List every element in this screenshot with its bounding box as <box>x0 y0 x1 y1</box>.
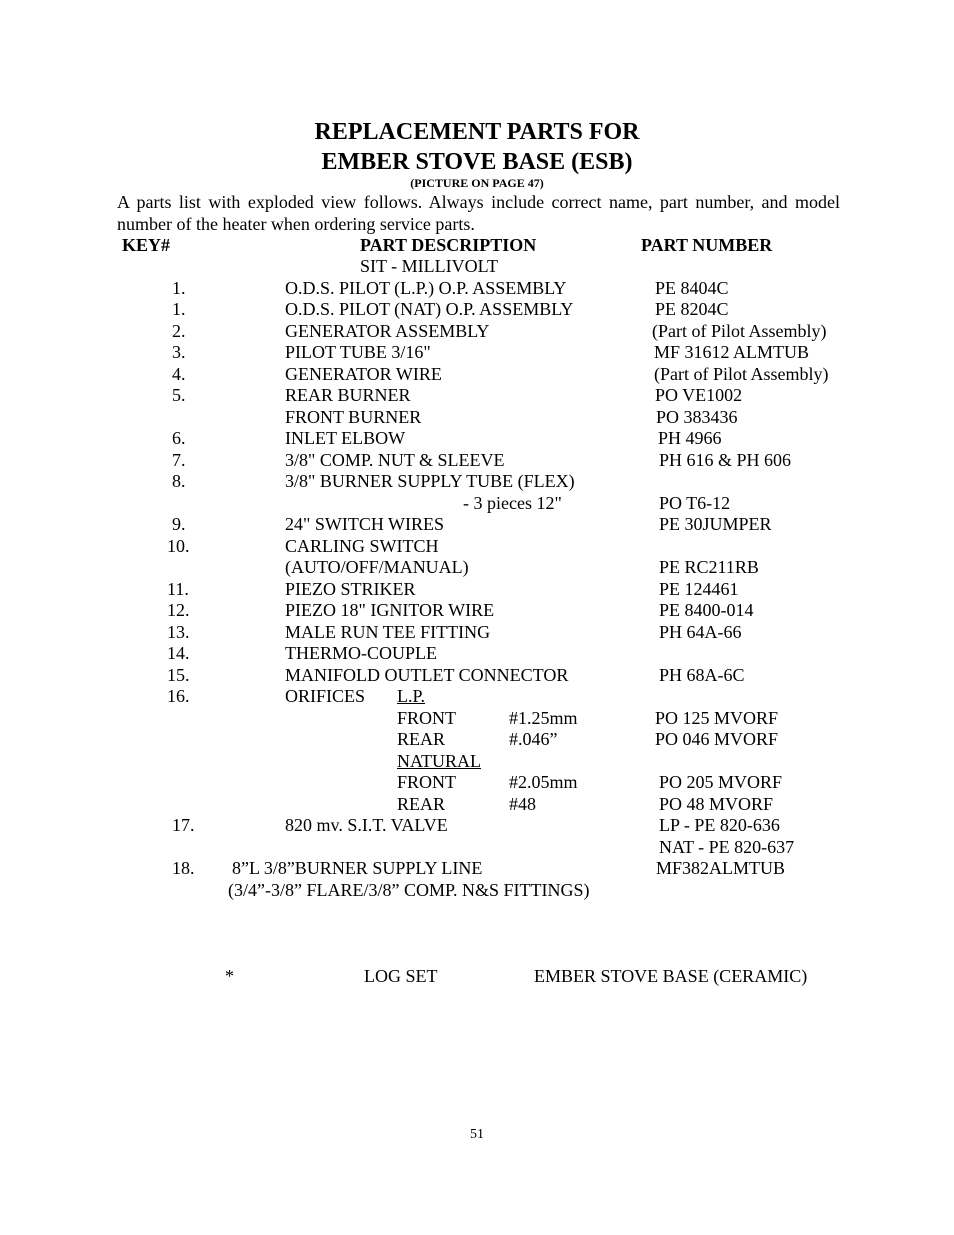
row-part-number: PH 64A-66 <box>659 622 742 642</box>
row-key: 9. <box>172 514 186 534</box>
row-key: 17. <box>172 815 195 835</box>
row-part-number: PO 046 MVORF <box>655 729 779 749</box>
row-key: 18. <box>172 858 195 878</box>
row-key: 12. <box>167 600 190 620</box>
log-set-description: EMBER STOVE BASE (CERAMIC) <box>534 966 808 986</box>
row-key: 16. <box>167 686 190 706</box>
row-part-number: PH 616 & PH 606 <box>659 450 792 470</box>
page-subtitle: (PICTURE ON PAGE 47) <box>410 176 544 190</box>
row-description: PILOT TUBE 3/16" <box>285 342 431 362</box>
orifice-size: #2.05mm <box>509 772 578 792</box>
row-key: 4. <box>172 364 186 384</box>
row-key: 1. <box>172 278 186 298</box>
row-key: 11. <box>167 579 189 599</box>
row-part-number: PE 30JUMPER <box>659 514 772 534</box>
row-part-number: PH 68A-6C <box>659 665 745 685</box>
header-description: PART DESCRIPTION <box>360 235 537 255</box>
row-key: 10. <box>167 536 190 556</box>
row-description: - 3 pieces 12" <box>463 493 562 513</box>
row-part-number: PO T6-12 <box>659 493 731 513</box>
row-part-number: PO VE1002 <box>655 385 743 405</box>
row-key: 2. <box>172 321 186 341</box>
row-part-number: PE 8400-014 <box>659 600 754 620</box>
row-part-number: MF 31612 ALMTUB <box>654 342 810 362</box>
row-part-number: PO 383436 <box>656 407 738 427</box>
row-key: 6. <box>172 428 186 448</box>
row-description: REAR BURNER <box>285 385 411 405</box>
page-title-line1: REPLACEMENT PARTS FOR <box>314 119 640 145</box>
orifice-size: #.046” <box>509 729 558 749</box>
row-part-number: PE 124461 <box>659 579 739 599</box>
row-part-number: PO 48 MVORF <box>659 794 774 814</box>
row-key: 5. <box>172 385 186 405</box>
row-part-number: PE 8204C <box>655 299 729 319</box>
row-description: PIEZO STRIKER <box>285 579 416 599</box>
orifice-natural-heading: NATURAL <box>397 751 481 771</box>
row-description: O.D.S. PILOT (NAT) O.P. ASSEMBLY <box>285 299 574 319</box>
row-part-number: (Part of Pilot Assembly) <box>654 364 829 384</box>
row-part-number: NAT - PE 820-637 <box>659 837 795 857</box>
row-description: 820 mv. S.I.T. VALVE <box>285 815 448 835</box>
row-key: 1. <box>172 299 186 319</box>
row-description: GENERATOR WIRE <box>285 364 442 384</box>
row-part-number: PH 4966 <box>658 428 722 448</box>
row-key: 3. <box>172 342 186 362</box>
section-label: SIT - MILLIVOLT <box>360 256 498 276</box>
row-part-number: PO 205 MVORF <box>659 772 783 792</box>
header-key: KEY# <box>122 235 171 255</box>
row-key: 15. <box>167 665 190 685</box>
row-part-number: LP - PE 820-636 <box>659 815 780 835</box>
row-description: (3/4”-3/8” FLARE/3/8” COMP. N&S FITTINGS) <box>228 880 590 900</box>
row-key: 7. <box>172 450 186 470</box>
row-description: 24" SWITCH WIRES <box>285 514 445 534</box>
orifice-position: FRONT <box>397 772 457 792</box>
orifice-position: REAR <box>397 729 446 749</box>
row-description: INLET ELBOW <box>285 428 406 448</box>
orifice-position: FRONT <box>397 708 457 728</box>
log-set-item: LOG SET <box>364 966 438 986</box>
row-description: 3/8" COMP. NUT & SLEEVE <box>285 450 505 470</box>
row-part-number: MF382ALMTUB <box>656 858 786 878</box>
row-part-number: (Part of Pilot Assembly) <box>652 321 827 341</box>
row-description: CARLING SWITCH <box>285 536 439 556</box>
orifice-size: #1.25mm <box>509 708 578 728</box>
row-description: PIEZO 18" IGNITOR WIRE <box>285 600 495 620</box>
orifice-size: #48 <box>509 794 536 814</box>
row-description: O.D.S. PILOT (L.P.) O.P. ASSEMBLY <box>285 278 567 298</box>
row-key: 14. <box>167 643 190 663</box>
row-description: MALE RUN TEE FITTING <box>285 622 491 642</box>
row-description: ORIFICES <box>285 686 366 706</box>
row-description: 3/8" BURNER SUPPLY TUBE (FLEX) <box>285 471 575 491</box>
page-title-line2: EMBER STOVE BASE (ESB) <box>321 149 633 175</box>
header-part-number: PART NUMBER <box>641 235 773 255</box>
page-number: 51 <box>470 1127 484 1142</box>
orifice-lp-heading: L.P. <box>397 686 426 706</box>
row-description: THERMO-COUPLE <box>285 643 437 663</box>
row-part-number: PE 8404C <box>655 278 729 298</box>
row-part-number: PO 125 MVORF <box>655 708 779 728</box>
row-description: GENERATOR ASSEMBLY <box>285 321 490 341</box>
log-set-marker: * <box>225 966 234 986</box>
row-key: 13. <box>167 622 190 642</box>
intro-paragraph: A parts list with exploded view follows. Always include correct name, part number, and model number of the heater when ordering service parts. <box>117 192 840 234</box>
row-description: FRONT BURNER <box>285 407 422 427</box>
orifice-position: REAR <box>397 794 446 814</box>
row-description: 8”L 3/8”BURNER SUPPLY LINE <box>232 858 483 878</box>
row-description: MANIFOLD OUTLET CONNECTOR <box>285 665 569 685</box>
row-description: (AUTO/OFF/MANUAL) <box>285 557 469 577</box>
row-part-number: PE RC211RB <box>659 557 759 577</box>
row-key: 8. <box>172 471 186 491</box>
